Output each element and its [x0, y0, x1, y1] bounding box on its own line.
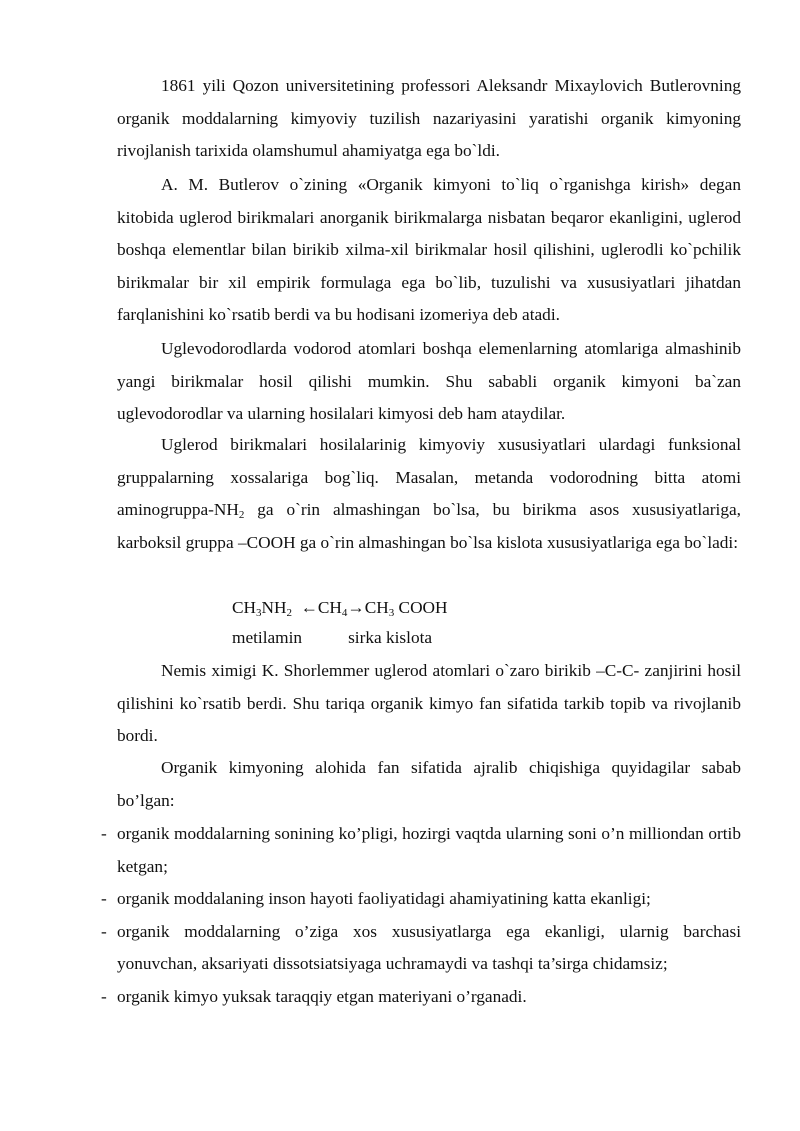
formula-arrow-ch: ←CH	[291, 598, 342, 617]
paragraph-functional-groups	[117, 429, 741, 559]
paragraph-reasons-intro: Organik kimyoning alohida fan sifatida ajralib chiqishiga quyidagilar sabab bo’lgan:	[117, 758, 741, 810]
list-item	[0, 981, 741, 1014]
formula-cooh: COOH	[394, 598, 448, 617]
formula-sub-4: 4	[341, 607, 348, 619]
compound-name-methylamine: metilamin	[232, 628, 303, 647]
list-dash: -	[101, 986, 107, 1006]
compound-name-acetic-acid: sirka kislota	[348, 628, 433, 647]
list-item-text: organik moddalaning inson hayoti faoliyatidagi ahamiyatining katta ekanligi;	[117, 889, 651, 908]
list-dash: -	[101, 824, 107, 843]
list-item	[0, 818, 741, 883]
list-dash: -	[101, 921, 107, 941]
paragraph-hydrocarbons: Uglevodorodlarda vodorod atomlari boshqa elemenlarning atomlariga almashinib yangi birikmalar hosil qilishi mumkin. Shu sababli organik kimyoni ba`zan uglevodorodlar va ularning hosilalari kimyosi deb ham ataydilar.	[117, 339, 741, 423]
list-item-text: organik moddalarning sonining ko’pligi, hozirgi vaqtda ularning soni o’n milliondan ortib ketgan;	[117, 824, 741, 876]
list-dash: -	[101, 889, 107, 908]
compound-names	[232, 626, 432, 650]
paragraph-isomerism: A. M. Butlerov o`zining «Organik kimyoni to`liq o`rganishga kirish» degan kitobida uglerod birikmalari anorganik birikmalarga nisbatan beqaror ekanligini, uglerod boshqa elementlar bilan birikib xilma-xil birikmalar hosil qilishini, uglerodli ko`pchilik birikmalar bir xil empirik formulaga ega bo`lib, tuzulishi va xususiyatlari jihatdan farqlanishini ko`rsatib berdi va bu hodisani izomeriya deb atadi.	[117, 175, 741, 324]
formula-sub-2: 2	[286, 607, 292, 619]
list-item-text: organik kimyo yuksak taraqqiy etgan materiyani o’rganadi.	[117, 986, 527, 1006]
formula-nh: NH	[261, 598, 287, 617]
paragraph-butlerov-theory: 1861 yili Qozon universitetining professori Aleksandr Mixaylovich Butlerovning organik moddalarning kimyoviy tuzilish nazariyasini yaratishi organik kimyoning rivojlanish tarixida olamshumul ahamiyatga ega bo`ldi.	[117, 76, 741, 160]
functional-groups-text-start: Uglerod birikmalari hosilalarinig kimyoviy xususiyatlari ulardagi funksional gruppalarning xossalariga bog`liq. Masalan, metanda vodorodning bitta atomi aminogruppa-NH	[117, 435, 741, 519]
nh2-subscript: 2	[238, 509, 245, 521]
functional-groups-text-end: ga o`rin almashingan bo`lsa, bu birikma asos xususiyatlariga, karboksil gruppa –COOH ga o`rin almashingan bo`lsa kislota xususiyatlariga ega bo`ladi:	[117, 500, 741, 552]
reasons-list	[0, 818, 800, 1013]
chemical-equation	[232, 596, 448, 620]
formula-arrow-ch-acid: →CH	[347, 598, 389, 617]
formula-ch: CH	[232, 598, 257, 617]
formula-sub-3: 3	[256, 607, 262, 619]
list-item-text: organik moddalarning o’ziga xos xususiyatlarga ega ekanligi, ularnig barchasi yonuvchan, aksariyati dissotsiatsiyaga uchramaydi va tashqi ta’sirga chidamsiz;	[117, 921, 741, 973]
list-item	[0, 883, 741, 916]
paragraph-shorlemmer: Nemis ximigi K. Shorlemmer uglerod atomlari o`zaro birikib –C-C- zanjirini hosil qilishini ko`rsatib berdi. Shu tariqa organik kimyo fan sifatida tarkib topib va rivojlanib bordi.	[117, 661, 741, 745]
formula-sub-3b: 3	[388, 607, 395, 619]
list-item	[0, 916, 741, 981]
